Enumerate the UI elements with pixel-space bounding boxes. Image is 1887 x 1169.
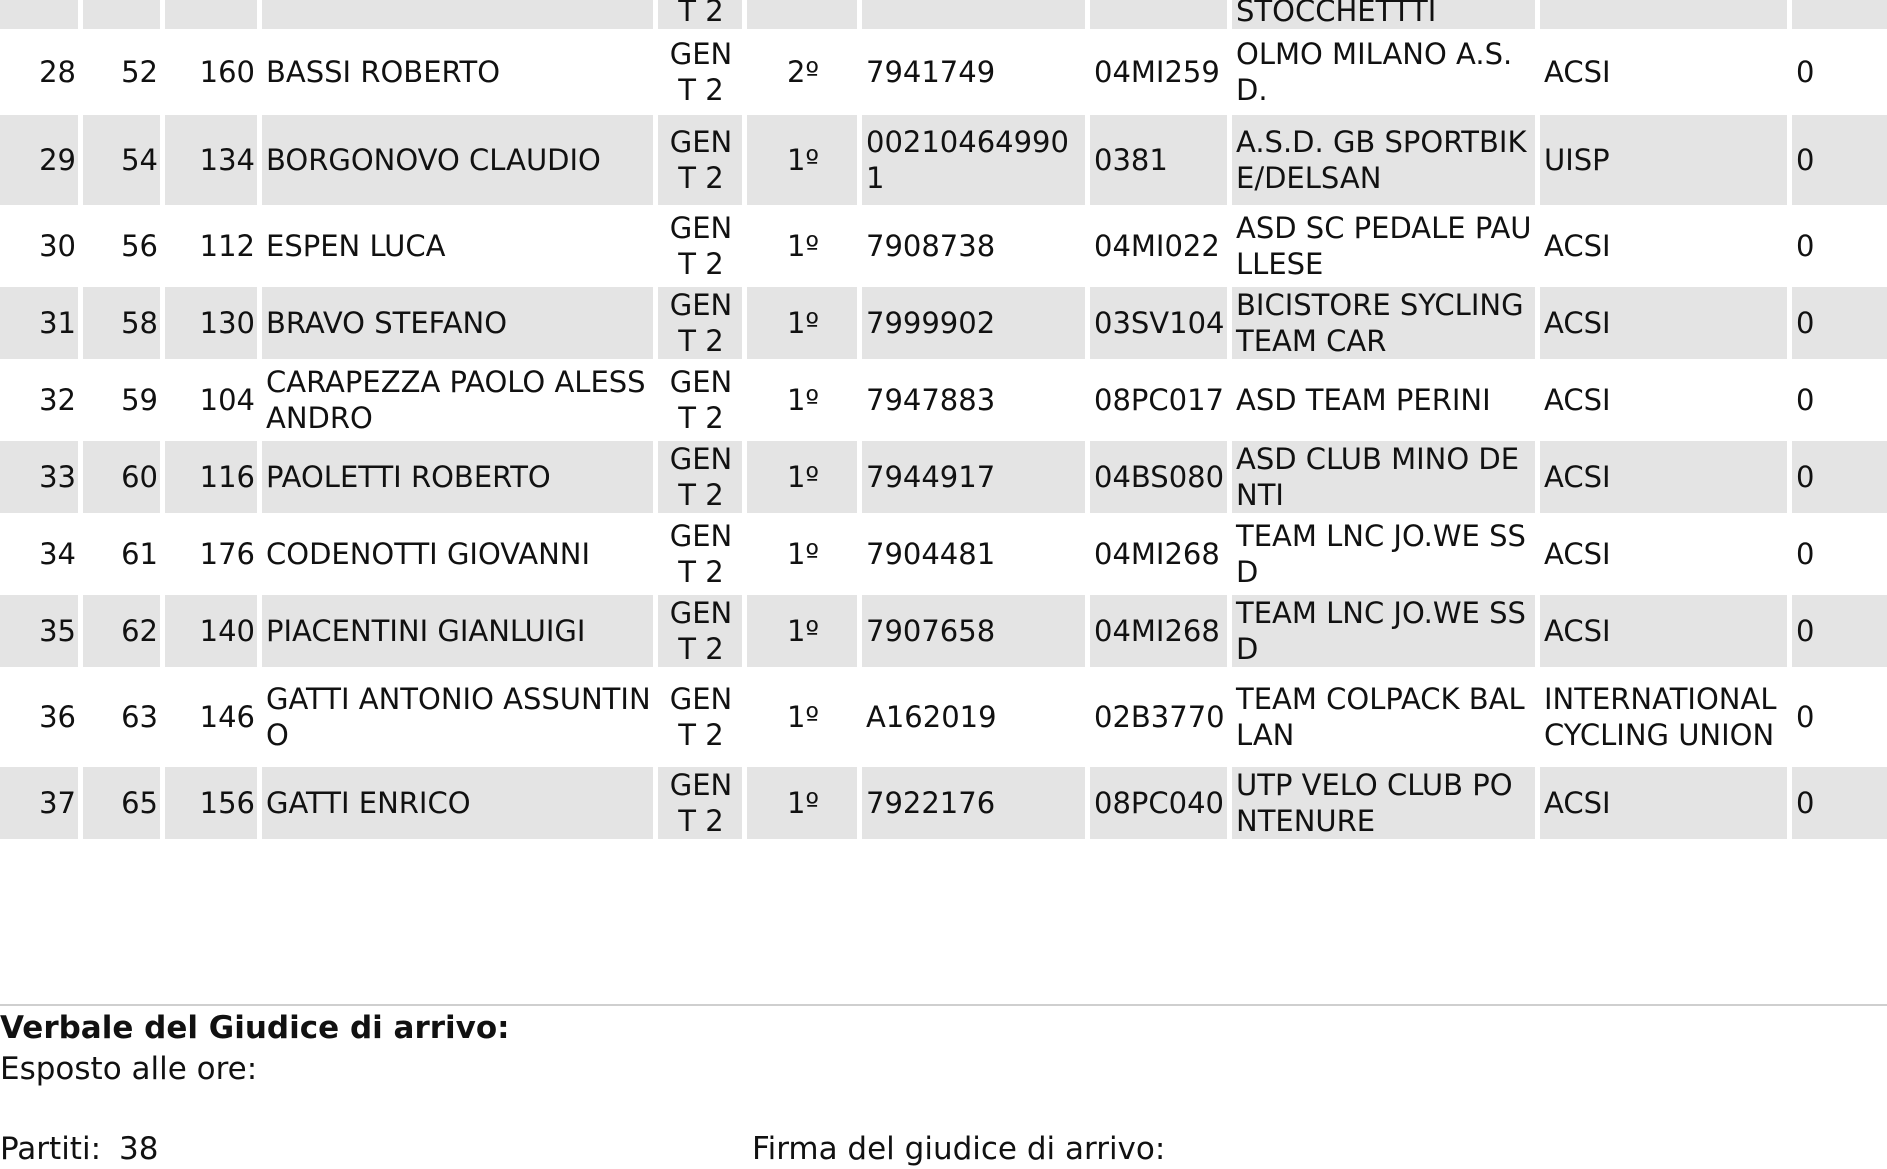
cell-soc-code: 04MI268 (1094, 537, 1220, 571)
cell-name: GATTI ENRICO (262, 767, 653, 839)
cell-ente: ACSI (1540, 441, 1787, 513)
cell-soc-code: 04MI259 (1094, 55, 1220, 89)
cell-team: ASD TEAM PERINI (1236, 383, 1491, 417)
cell-num: 59 (121, 383, 158, 417)
cell-fascia: 1º (747, 115, 857, 205)
cell-fascia: 1º (747, 767, 857, 839)
cell-pett: 130 (165, 287, 257, 359)
cell-tessera: 7907658 (862, 595, 1085, 667)
cell-name (262, 0, 653, 29)
cell-cat: GEN T 2 (669, 682, 733, 752)
cell-pen: 0 (1796, 700, 1815, 734)
cell-cat: GEN T 2 (658, 115, 742, 205)
cell-soc-code: 04MI022 (1094, 229, 1220, 263)
cell-pos: 29 (0, 115, 78, 205)
cell-cat: GEN T 2 (658, 767, 742, 839)
cell-pos (0, 0, 78, 29)
cell-pett: 104 (199, 383, 255, 417)
cell-pen: 0 (1792, 441, 1887, 513)
cell-team: TEAM COLPACK BALLAN (1236, 682, 1525, 752)
cell-team: UTP VELO CLUB PONTENURE (1232, 767, 1535, 839)
cell-ente: UISP (1540, 115, 1787, 205)
cell-num: 56 (121, 229, 158, 263)
cell-fascia: 1º (786, 537, 820, 571)
cell-pos: 31 (0, 287, 78, 359)
cell-fascia: 1º (747, 441, 857, 513)
cell-ente: ACSI (1544, 383, 1611, 417)
esposto-label: Esposto alle ore: (0, 1051, 258, 1087)
cell-num: 54 (83, 115, 160, 205)
cell-num: 61 (121, 537, 158, 571)
table-row (0, 767, 1887, 839)
cell-pos: 28 (39, 55, 76, 89)
cell-team: ASD SC PEDALE PAULLESE (1236, 211, 1532, 281)
cell-tessera (862, 0, 1085, 29)
cell-name: BORGONOVO CLAUDIO (262, 115, 653, 205)
cell-pen: 0 (1792, 115, 1887, 205)
cell-team: STOCCHETTTI (1232, 0, 1535, 29)
table-row (0, 595, 1887, 667)
cell-team: BICISTORE SYCLING TEAM CAR (1232, 287, 1535, 359)
table-row (0, 34, 1887, 110)
cell-soc-code: 04MI268 (1090, 595, 1227, 667)
cell-pen: 0 (1792, 287, 1887, 359)
divider (0, 1004, 1887, 1006)
cell-fascia (747, 0, 857, 29)
cell-soc-code: 03SV104 (1090, 287, 1227, 359)
cell-soc-code (1090, 0, 1227, 29)
cell-pen: 0 (1796, 383, 1815, 417)
cell-pett: 140 (165, 595, 257, 667)
table-row (0, 441, 1887, 513)
cell-name: CODENOTTI GIOVANNI (266, 537, 591, 571)
partiti-value: 38 (119, 1131, 159, 1167)
cell-cat: GEN T 2 (658, 441, 742, 513)
cell-pett: 116 (165, 441, 257, 513)
cell-name: BASSI ROBERTO (266, 55, 501, 89)
cell-cat: GEN T 2 (669, 211, 733, 281)
cell-fascia: 1º (747, 287, 857, 359)
cell-tessera: 7999902 (862, 287, 1085, 359)
cell-pett: 146 (199, 700, 255, 734)
table-row (0, 518, 1887, 590)
cell-pen (1792, 0, 1887, 29)
cell-tessera: 7941749 (866, 55, 996, 89)
cell-pos: 35 (0, 595, 78, 667)
cell-tessera: 7947883 (866, 383, 996, 417)
cell-tessera: 7908738 (866, 229, 996, 263)
cell-pos: 33 (0, 441, 78, 513)
cell-team: ASD CLUB MINO DENTI (1232, 441, 1535, 513)
cell-ente: ACSI (1544, 537, 1611, 571)
cell-pos: 32 (39, 383, 76, 417)
cell-num (83, 0, 160, 29)
cell-soc-code: 0381 (1090, 115, 1227, 205)
table-row (0, 672, 1887, 762)
cell-name: BRAVO STEFANO (262, 287, 653, 359)
cell-cat: GEN T 2 (658, 595, 742, 667)
cell-pett: 156 (165, 767, 257, 839)
cell-ente: ACSI (1544, 229, 1611, 263)
table-row (0, 115, 1887, 205)
cell-num: 60 (83, 441, 160, 513)
cell-pos: 34 (39, 537, 76, 571)
cell-team: A.S.D. GB SPORTBIKE/DELSAN (1232, 115, 1535, 205)
cell-cat: GEN T 2 (669, 37, 733, 107)
table-row (0, 0, 1887, 29)
cell-fascia: 2º (786, 55, 820, 89)
cell-pett: 176 (199, 537, 255, 571)
cell-pen: 0 (1792, 767, 1887, 839)
cell-name: CARAPEZZA PAOLO ALESSANDRO (266, 365, 646, 435)
cell-tessera: 002104649901 (862, 115, 1085, 205)
table-row (0, 364, 1887, 436)
cell-fascia: 1º (786, 700, 820, 734)
cell-pett (165, 0, 257, 29)
table-row (0, 210, 1887, 282)
cell-pos: 36 (39, 700, 76, 734)
cell-soc-code: 08PC040 (1090, 767, 1227, 839)
cell-num: 65 (83, 767, 160, 839)
cell-num: 52 (121, 55, 158, 89)
cell-ente: ACSI (1544, 55, 1611, 89)
cell-pen: 0 (1792, 595, 1887, 667)
table-row (0, 287, 1887, 359)
cell-ente: ACSI (1540, 767, 1787, 839)
cell-tessera: 7944917 (862, 441, 1085, 513)
cell-name: ESPEN LUCA (266, 229, 446, 263)
cell-soc-code: 02B3770 (1094, 700, 1225, 734)
cell-ente (1540, 0, 1787, 29)
cell-soc-code: 04BS080 (1090, 441, 1227, 513)
cell-name: PAOLETTI ROBERTO (262, 441, 653, 513)
cell-pett: 134 (165, 115, 257, 205)
cell-cat: GEN T 2 (669, 519, 733, 589)
partiti-label: Partiti: (0, 1131, 102, 1167)
cell-team: TEAM LNC JO.WE SSD (1236, 519, 1526, 589)
cell-name: GATTI ANTONIO ASSUNTINO (266, 682, 651, 752)
cell-tessera: 7904481 (866, 537, 996, 571)
cell-ente: ACSI (1540, 287, 1787, 359)
cell-tessera: 7922176 (862, 767, 1085, 839)
cell-name: PIACENTINI GIANLUIGI (262, 595, 653, 667)
cell-pett: 160 (199, 55, 255, 89)
cell-fascia: 1º (786, 383, 820, 417)
cell-pen: 0 (1796, 229, 1815, 263)
cell-pen: 0 (1796, 55, 1815, 89)
cell-num: 62 (83, 595, 160, 667)
cell-cat: GEN T 2 (658, 287, 742, 359)
cell-ente: INTERNATIONAL CYCLING UNION (1544, 682, 1777, 752)
cell-pos: 37 (0, 767, 78, 839)
cell-cat: GEN T 2 (669, 365, 733, 435)
cell-team: OLMO MILANO A.S.D. (1236, 37, 1513, 107)
cell-pen: 0 (1796, 537, 1815, 571)
cell-num: 58 (83, 287, 160, 359)
cell-num: 63 (121, 700, 158, 734)
firma-label: Firma del giudice di arrivo: (752, 1131, 1166, 1167)
cell-tessera: A162019 (866, 700, 997, 734)
cell-pos: 30 (39, 229, 76, 263)
cell-team: TEAM LNC JO.WE SSD (1232, 595, 1535, 667)
cell-fascia: 1º (747, 595, 857, 667)
cell-soc-code: 08PC017 (1094, 383, 1224, 417)
cell-ente: ACSI (1540, 595, 1787, 667)
partiti-line (0, 1129, 158, 1169)
cell-pett: 112 (199, 229, 255, 263)
cell-cat: T 2 (658, 0, 742, 29)
cell-fascia: 1º (786, 229, 820, 263)
verbale-title: Verbale del Giudice di arrivo: (0, 1010, 510, 1046)
